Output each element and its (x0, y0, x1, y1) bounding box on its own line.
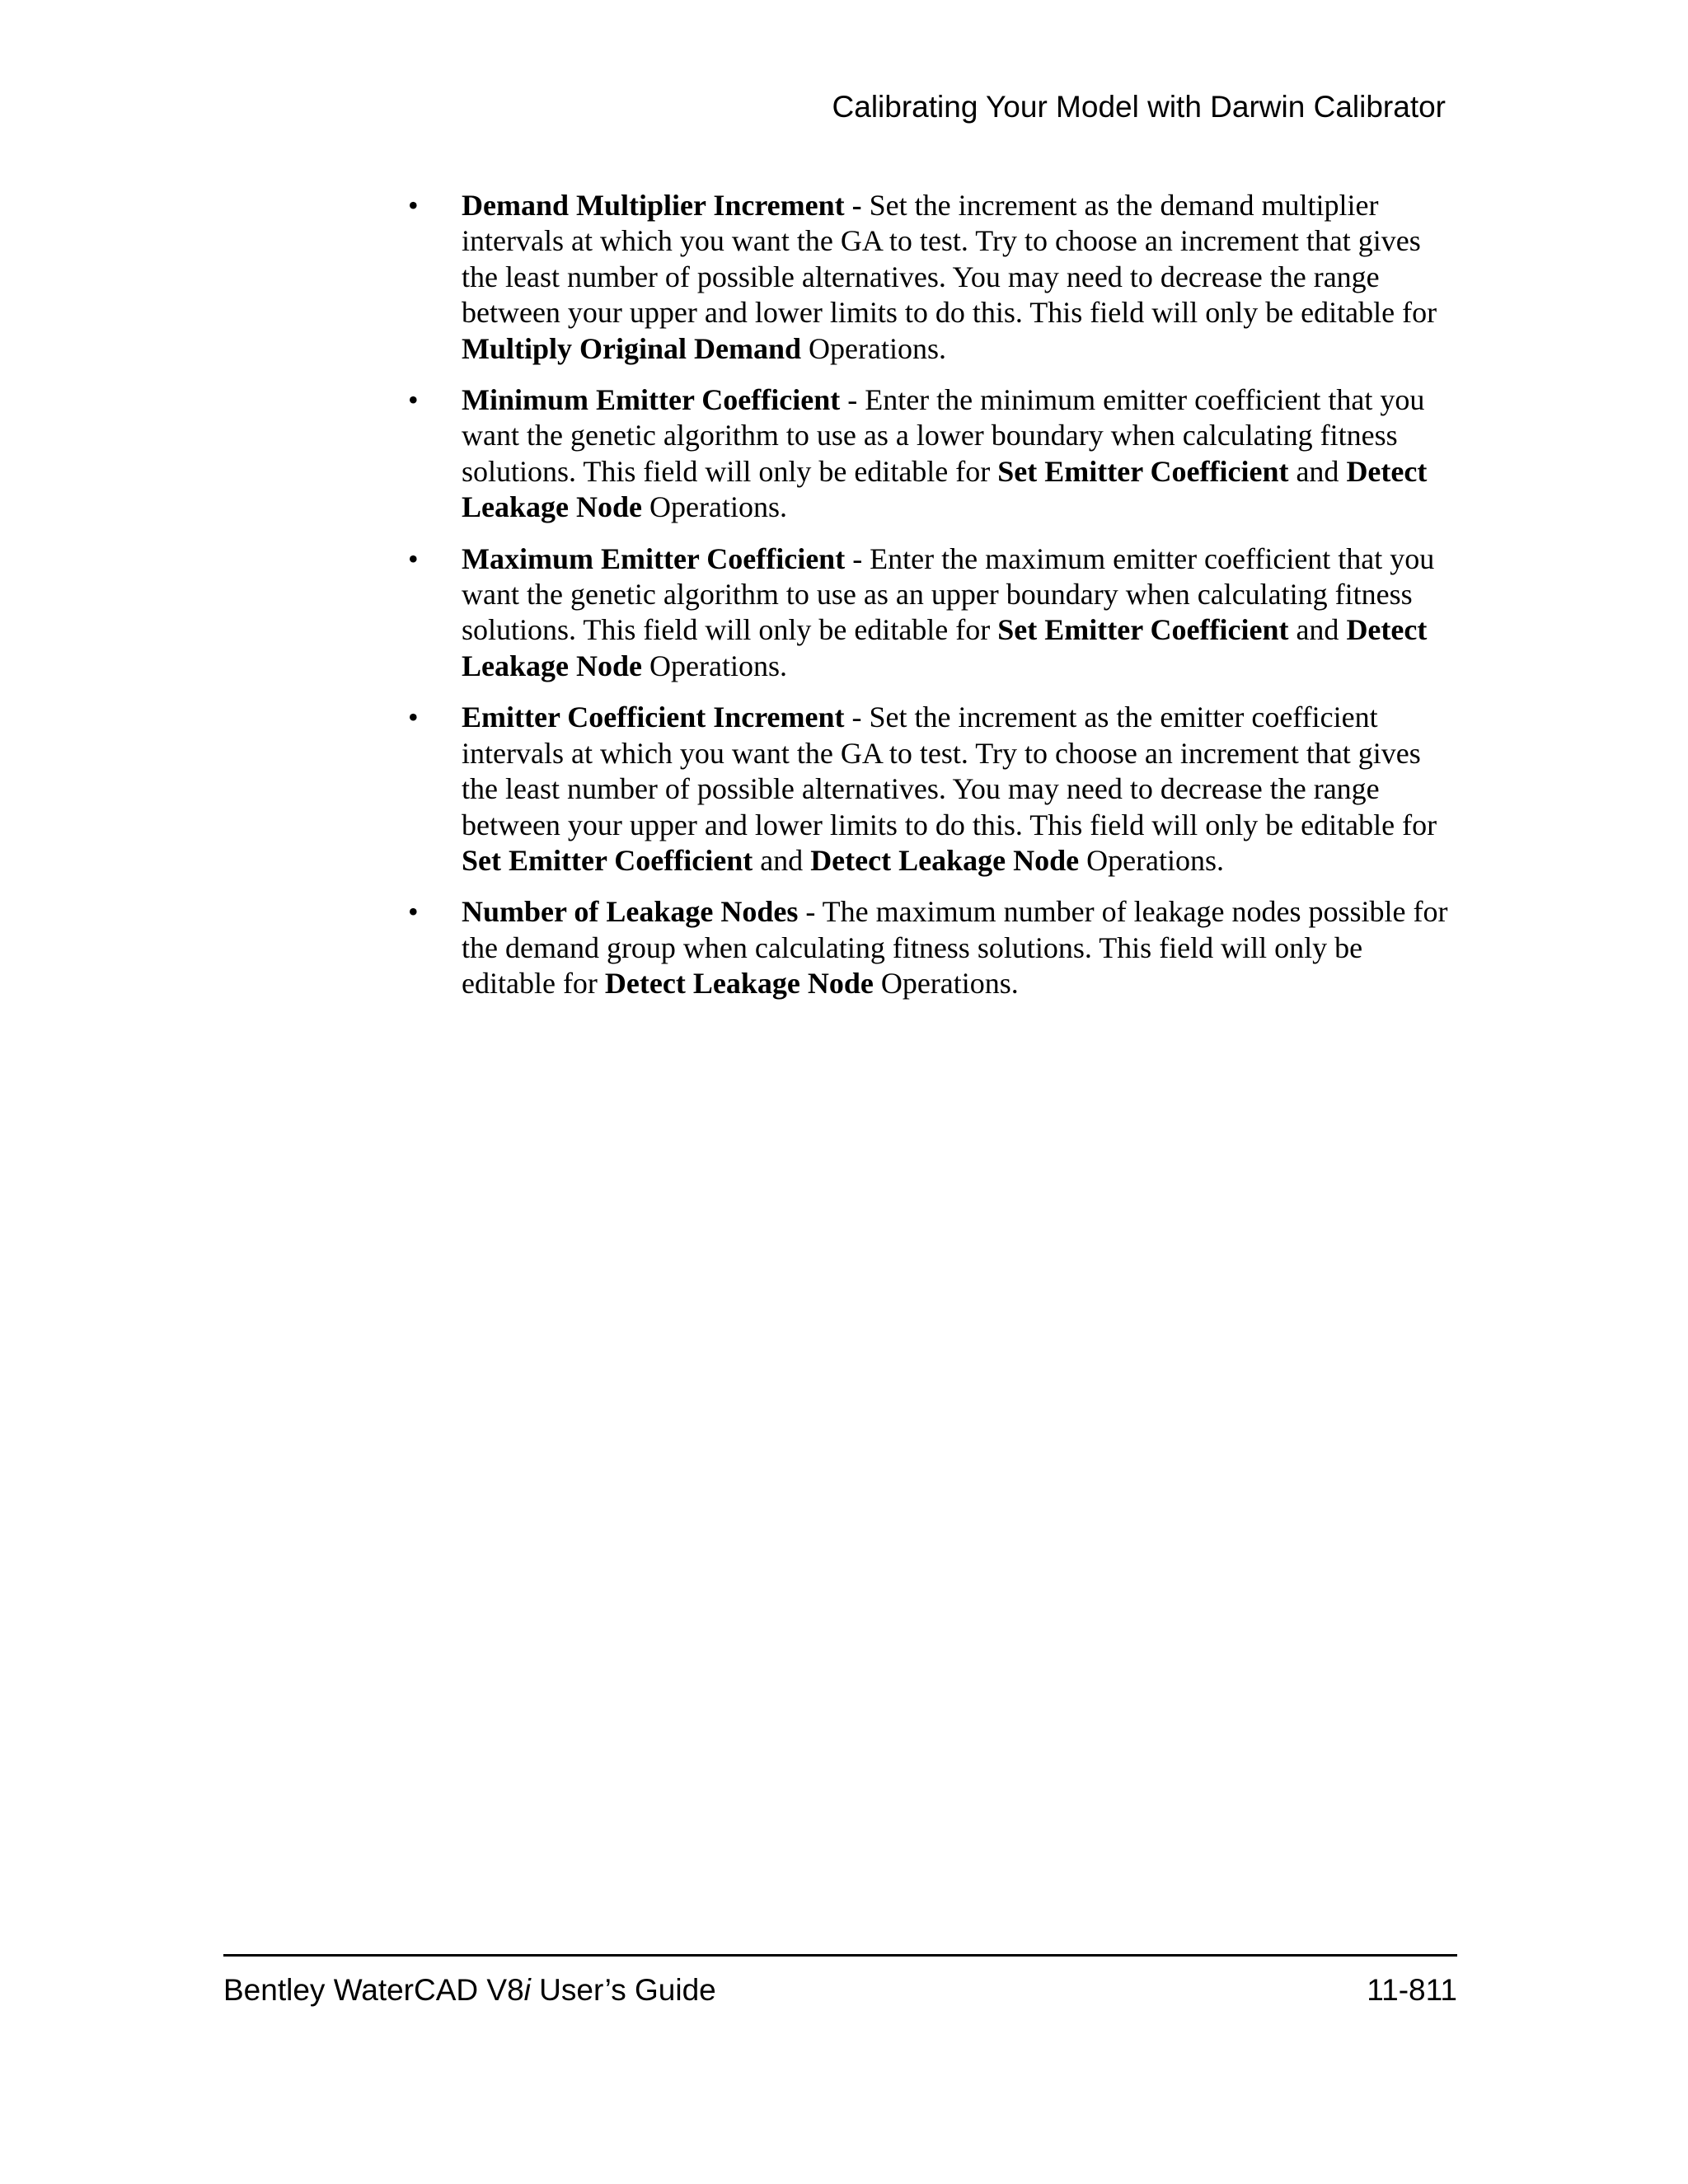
list-item-text (462, 383, 1427, 523)
list-item (400, 700, 1457, 879)
item-term: Emitter Coefficient Increment (462, 701, 845, 734)
item-description: - Enter the minimum emitter coefficient that you want the genetic algorithm to use as a lower boundary when calculating fitness solutions. This field will only be editable for (462, 383, 1425, 488)
bullet-list (400, 188, 1457, 1018)
item-description: - Enter the maximum emitter coefficient that you want the genetic algorithm to use as an upper boundary when calculating fitness solutions. This field will only be editable for (462, 541, 1435, 647)
list-item (400, 894, 1457, 1001)
operation-name: Multiply Original Demand (462, 331, 802, 365)
item-description: Operations. (873, 967, 1019, 1001)
item-description: - The maximum number of leakage nodes possible for the demand group when calculating fitness solutions. This field will only be editable for (462, 895, 1448, 1001)
guide-title-prefix: Bentley WaterCAD V8 (223, 1973, 524, 2007)
bullet-marker: • (408, 541, 419, 575)
page-number: 11-811 (1367, 1973, 1457, 2007)
list-item-text (462, 542, 1434, 682)
item-term: Minimum Emitter Coefficient (462, 383, 841, 417)
list-item-text (462, 895, 1447, 1000)
bullet-marker: • (408, 189, 419, 222)
operation-name: Set Emitter Coefficient (997, 613, 1289, 647)
footer-guide-title (223, 1971, 716, 2009)
bullet-marker: • (408, 383, 419, 417)
list-item (400, 382, 1457, 526)
operation-name: Detect Leakage Node (604, 967, 874, 1001)
bullet-marker: • (408, 895, 419, 929)
item-description: and (1288, 613, 1347, 647)
operation-name: Set Emitter Coefficient (462, 843, 753, 877)
operation-name: Detect Leakage Node (810, 843, 1080, 877)
list-item-text (462, 189, 1437, 365)
item-description: Operations. (801, 331, 946, 365)
item-description: Set the increment as the demand multiplier intervals at which you want the GA to test. Try to choose an increment that gives the least number of possible alternatives. You may need to decrease the range between your upper and lower limits to do this. This field will only be editable for (462, 189, 1437, 330)
item-description: and (1288, 454, 1347, 488)
operation-name: Set Emitter Coefficient (997, 454, 1289, 488)
item-description: and (753, 843, 811, 877)
list-item-text (462, 701, 1437, 877)
item-description: Operations. (642, 490, 787, 524)
item-description: Operations. (1079, 843, 1225, 877)
item-term: Demand Multiplier Increment - (462, 189, 862, 222)
operation-name: Detect Leakage Node (462, 454, 1428, 524)
item-term: Maximum Emitter Coefficient (462, 541, 846, 575)
item-term: Number of Leakage Nodes (462, 895, 799, 929)
footer-divider (223, 1954, 1457, 1957)
operation-name: Detect Leakage Node (462, 613, 1428, 682)
guide-title-italic: i (523, 1973, 531, 2007)
bullet-marker: • (408, 701, 419, 734)
guide-title-suffix: User’s Guide (530, 1973, 716, 2007)
item-description: - Set the increment as the emitter coefficient intervals at which you want the GA to test. Try to choose an increment that gives the least number of possible alternatives. You may need to decrease the range between your upper and lower limits to do this. This field will only be editable for (462, 701, 1437, 841)
list-item (400, 188, 1457, 367)
running-header: Calibrating Your Model with Darwin Calibrator (832, 90, 1446, 124)
item-description: Operations. (642, 649, 787, 682)
list-item (400, 541, 1457, 685)
